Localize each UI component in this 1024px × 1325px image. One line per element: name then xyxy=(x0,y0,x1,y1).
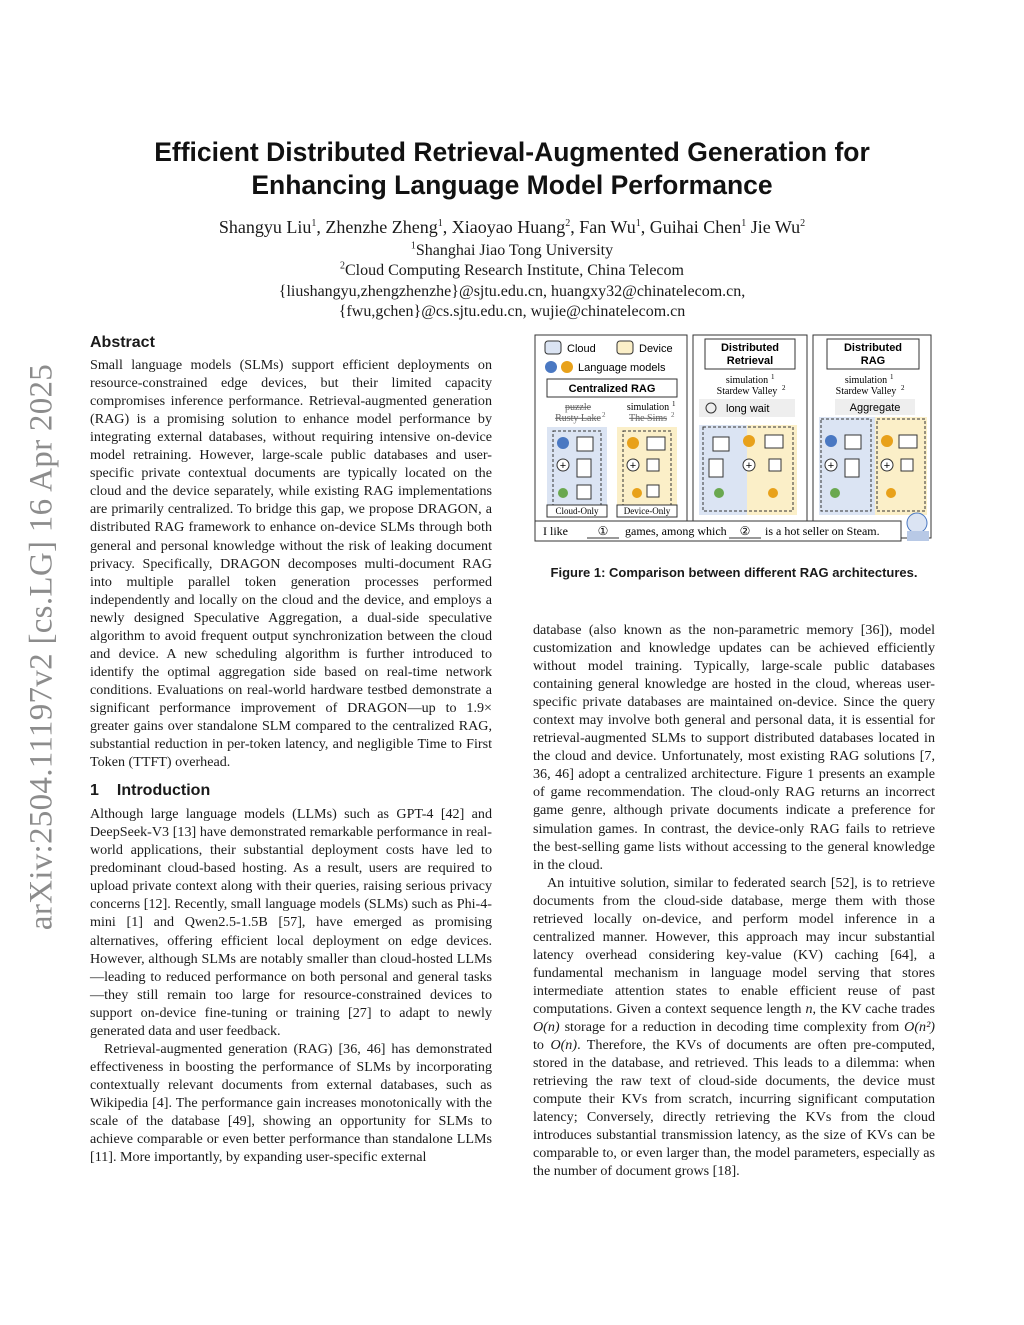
author: Fan Wu$^1$, xyxy=(579,217,650,237)
svg-text:+: + xyxy=(827,460,835,472)
abstract-heading: Abstract xyxy=(90,334,155,351)
document-icon xyxy=(845,459,859,477)
title-line-1: Efficient Distributed Retrieval-Augmented Generation for xyxy=(154,137,870,167)
query-blank-1: ① xyxy=(597,524,609,538)
device-only-ref-2: 2 xyxy=(671,411,675,419)
device-slm-icon xyxy=(627,437,639,449)
author-list xyxy=(100,216,924,238)
lock-icon xyxy=(901,459,913,471)
intro-paragraph-4: An intuitive solution, similar to federated search [52], is to retrieve documents from the cloud-side database, merge them with those retrieved locally on-device, and perform model inference in a centralized manner. However, this approach may incur substantial latency overhead considering key-value (KV) caching [64], a fundamental mechanism in language model serving that stores intermediate attention states to enable efficient reuse of past computations. Given a context sequence length n, the KV cache trades O(n) storage for a reduction in decoding time complexity from O(n²) to O(n). Therefore, the KVs of documents are often pre-computed, stored in the database, and retrieved. This leads to a dilemma: when retrieving the raw text of cloud-side documents, the device must compute their KVs from scratch, incurring significant computation latency; Conversely, directly retrieving the KVs from the cloud introduces substantial transmission latency, as the size of KVs can be comparable to, or even larger than, the model parameters, especially as the number of document grows [18]. xyxy=(533,874,935,1180)
author: Xiaoyao Huang$^2$, xyxy=(451,217,580,237)
dist-rag-answer-2: Stardew Valley xyxy=(835,386,897,397)
figure-1-caption: Figure 1: Comparison between different RAG architectures. xyxy=(550,565,918,580)
dist-retrieval-ref-2: 2 xyxy=(782,384,786,392)
dist-retrieval-ref-1: 1 xyxy=(771,373,775,381)
svg-text:+: + xyxy=(629,460,637,472)
distributed-retrieval-title-2: Retrieval xyxy=(726,355,774,367)
svg-text:+: + xyxy=(559,460,567,472)
lock-icon xyxy=(647,459,659,471)
search-icon xyxy=(886,488,896,498)
cloud-database-icon xyxy=(577,437,593,451)
title-line-2: Enhancing Language Model Performance xyxy=(251,170,773,200)
query-text-end: is a hot seller on Steam. xyxy=(765,524,880,538)
cloud-legend-swatch xyxy=(545,341,561,354)
paper-title xyxy=(100,136,924,202)
author: Shangyu Liu$^1$, xyxy=(218,217,326,237)
email-line-1: {liushangyu,zhengzhenzhe}@sjtu.edu.cn, huangxy32@chinatelecom.cn, xyxy=(278,283,746,300)
section-heading-introduction: 1 Introduction xyxy=(90,782,211,800)
figure-1-diagram xyxy=(533,333,935,545)
cloud-legend-label: Cloud xyxy=(567,343,596,355)
device-only-label: Device-Only xyxy=(623,506,671,516)
user-avatar-icon xyxy=(907,513,927,533)
svg-text:+: + xyxy=(883,460,891,472)
search-icon xyxy=(714,488,724,498)
device-only-answer-1: simulation xyxy=(626,402,670,413)
search-icon xyxy=(632,488,642,498)
lock-icon xyxy=(769,459,781,471)
distributed-rag-title-1: Distributed xyxy=(843,342,903,354)
figure-1-rag-architectures xyxy=(533,333,935,545)
email-line-2: {fwu,gchen}@cs.sjtu.edu.cn, wujie@chinatelecom.cn xyxy=(338,303,686,320)
lock-icon xyxy=(647,485,659,497)
user-laptop-icon xyxy=(907,531,929,541)
cloud-only-label: Cloud-Only xyxy=(555,506,599,516)
query-blank-2: ② xyxy=(739,524,751,538)
cloud-only-ref-2: 2 xyxy=(602,411,606,419)
device-legend-swatch xyxy=(617,341,633,354)
centralized-rag-label: Centralized RAG xyxy=(568,383,656,395)
dist-rag-ref-2: 2 xyxy=(901,384,905,392)
author: Guihai Chen$^1$ xyxy=(649,217,747,237)
left-column xyxy=(90,334,492,1166)
cloud-model-icon xyxy=(545,361,557,373)
right-column xyxy=(533,621,935,1180)
distributed-rag-title-2: RAG xyxy=(860,355,886,367)
cloud-database-icon xyxy=(845,435,861,449)
svg-text:+: + xyxy=(745,460,753,472)
device-only-ref-1: 1 xyxy=(672,400,676,408)
laptop-icon xyxy=(899,435,917,448)
laptop-icon xyxy=(765,435,783,448)
author: Jie Wu$^2$ xyxy=(750,217,806,237)
dist-retrieval-answer-2: Stardew Valley xyxy=(716,386,778,397)
device-slm-icon xyxy=(743,435,755,447)
intro-paragraph-2: Retrieval-augmented generation (RAG) [36, 46] has demonstrated effectiveness in boosting the performance of SLMs by incorporating contextually relevant documents from external databases, such as Wikipedia [4]. The performance gain increases monotonically with the scale of the database [49], showing an opportunity for SLMs to achieve comparable or even better performance than standalone LLMs [11]. More importantly, by expanding user-specific external xyxy=(90,1040,492,1166)
aggregate-label: Aggregate xyxy=(849,402,901,414)
device-model-icon xyxy=(561,361,573,373)
device-legend-label: Device xyxy=(639,343,673,355)
search-icon xyxy=(830,488,840,498)
cloud-llm-icon xyxy=(825,435,837,447)
long-wait-label: long wait xyxy=(726,403,770,415)
search-icon xyxy=(558,488,568,498)
dist-retrieval-answer-1: simulation xyxy=(725,375,769,386)
device-only-answer-2: The Sims xyxy=(628,413,668,424)
abstract-text: Small language models (SLMs) support efficient deployments on resource-constrained edge devices, but their limited capacity compromises inference performance. Retrieval-augmented generation (RAG) is a promising solution to enhance model performance by integrating external databases, without requiring intensive on-device model retraining. However, large-scale public databases and user-specific private contextual documents are typically located on the cloud and the device separately, while existing RAG implementations are primarily centralized. To bridge this gap, we propose DRAGON, a distributed RAG framework to enhance on-device SLMs through both general and personal knowledge without the risk of leaking document privacy. Specifically, DRAGON decomposes multi-document RAG into multiple parallel token generation processes performed independently and locally on the cloud and the device, and employs a newly designed Speculative Aggregation, a dual-side speculative algorithm to avoid frequent output synchronization between the cloud and device. A new scheduling algorithm is further introduced to identify the optimal aggregation side based on real-time network conditions. Evaluations on real-world hardware testbed demonstrate a significant performance improvement of DRAGON—up to 1.9× greater gains over standalone SLM compared to the centralized RAG, substantial reduction in per-token latency, and negligible Time to First Token (TTFT) overhead. xyxy=(90,357,492,771)
intro-paragraph-3: database (also known as the non-parametric memory [36]), model customization and knowledge updates can be achieved efficiently without model training. Typically, large-scale public databases containing general knowledge are hosted in the cloud, whereas user-specific private databases are maintained on-device. Since the query context may involve both general and personal data, it is essential for retrieval-augmented SLMs to support distributed databases located in the cloud and device. Unfortunately, most existing RAG solutions [7, 36, 46] adopt a centralized architecture. Figure 1 presents an example of game recommendation. The cloud-only RAG returns an incorrect game genre, although private documents indicate a preference for simulation games. In contrast, the device-only RAG fails to retrieve the best-selling game lists without accessing to the general knowledge in the cloud. xyxy=(533,622,935,873)
device-slm-icon xyxy=(881,435,893,447)
laptop-icon xyxy=(647,437,665,450)
affiliation-2: $^2$Cloud Computing Research Institute, China Telecom xyxy=(340,260,684,279)
arxiv-stamp-text: arXiv:2504.11197v2 [cs.LG] 16 Apr 2025 xyxy=(23,363,60,931)
distributed-retrieval-title-1: Distributed xyxy=(720,342,780,354)
cloud-database-icon xyxy=(713,437,729,451)
query-text-start: I like xyxy=(543,524,568,538)
document-icon xyxy=(577,485,591,499)
arxiv-identifier-stamp xyxy=(12,355,72,940)
dist-rag-answer-1: simulation xyxy=(844,375,888,386)
cloud-only-answer-2: Rusty Lake xyxy=(555,413,601,424)
affiliation-1: $^1$Shanghai Jiao Tong University xyxy=(410,240,614,259)
query-text-middle: games, among which xyxy=(625,524,727,538)
document-icon xyxy=(577,459,591,477)
document-icon xyxy=(709,459,723,477)
dist-rag-ref-1: 1 xyxy=(890,373,894,381)
cloud-llm-icon xyxy=(557,437,569,449)
intro-paragraph-1: Although large language models (LLMs) such as GPT-4 [42] and DeepSeek-V3 [13] have demonstrated remarkable performance in real-world applications, their substantial deployment costs have led to predominant cloud-based hosting. As a result, users are required to upload private context along with their queries, raising serious privacy concerns [12]. Recently, small language models (SLMs) such as Phi-4-mini [1] and Qwen2.5-1.5B [57], have emerged as promising alternatives, offering efficient local deployment on edge devices. However, although SLMs are notably smaller than cloud-hosted LLMs—leading to reduced performance on both personal and general tasks—they still remain too large for resource-constrained devices to support on-device fine-tuning or training [27] to adapt to newly generated data and user feedback. xyxy=(90,806,492,1039)
cloud-only-answer-1: puzzle xyxy=(564,402,592,413)
models-legend-label: Language models xyxy=(578,362,666,374)
search-icon xyxy=(768,488,778,498)
author: Zhenzhe Zheng$^1$, xyxy=(325,217,452,237)
